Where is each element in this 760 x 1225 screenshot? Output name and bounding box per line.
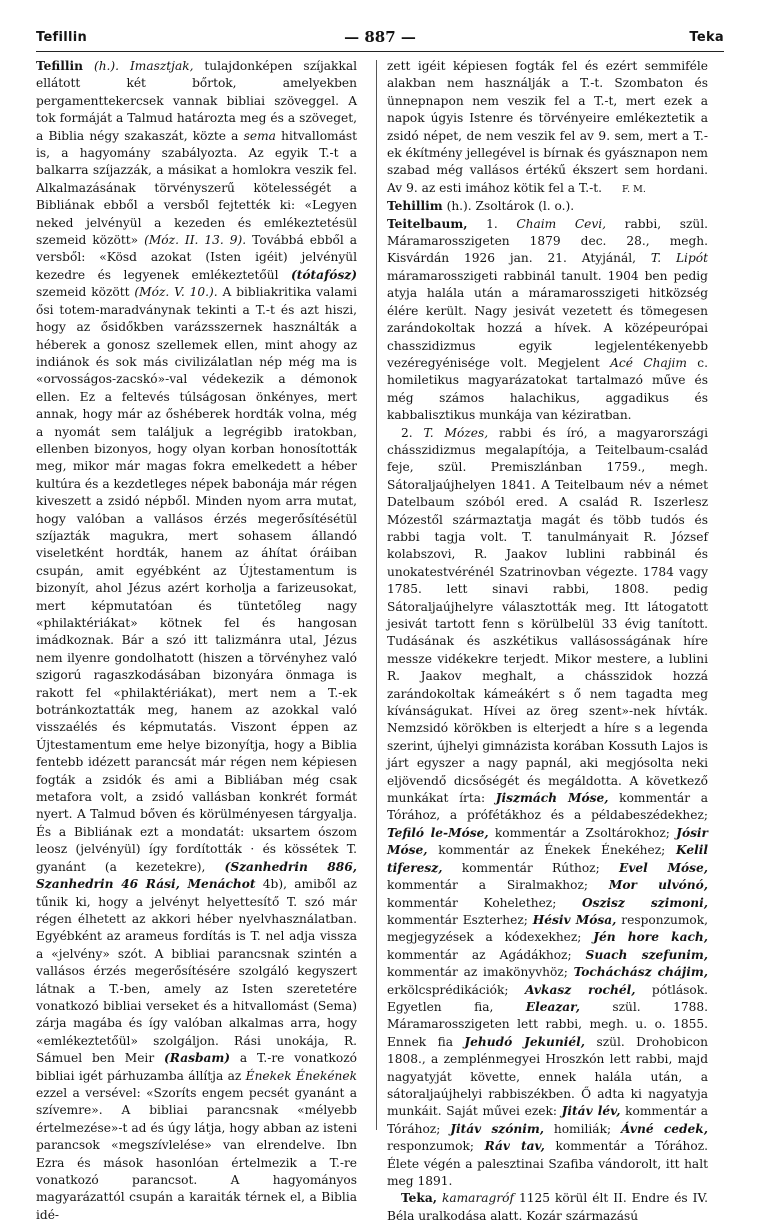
term-imasztjak: Imasztjak, xyxy=(129,59,194,73)
header-right-keyword: Teka xyxy=(689,30,724,45)
header-left-keyword: Tefillin xyxy=(36,30,88,45)
author-signature: F. M. xyxy=(621,183,646,195)
headword-tefillin: Tefillin xyxy=(36,59,84,73)
entry-teitelbaum: Teitelbaum, 1. Chaim Cevi, rabbi, szül. Máramarosszigeten 1879 dec. 28., megh. Kisvárdán 1926 jan. 21. Atyjánál, T. Lipót máramarosszigeti rabbinál tanult. 1904 ben pedig atyja halála után a máramarosszigeti hitközség élére került. Nagy jesivát vezetett és tömegesen zarándokoltak hozzá a hívek. A középeurópai chasszidizmus egyik legjelentékenyebb vezéregyénisége volt. Megjelent Acé Chajim c. homiletikus magyarázatokat tartalmazó műve és még számos halachikus, aggadikus és kabbalisztikus munkája van kéziratban. xyxy=(387,216,708,423)
headword-teka: Teka, xyxy=(401,1191,438,1206)
header-rule xyxy=(36,51,724,52)
entry-teka: Teka, kamaragróf 1125 körül élt II. Endre és IV. Béla uralkodása alatt. Kozár származású xyxy=(387,1191,708,1223)
entry-tehillim: Tehillim (h.). Zsoltárok (l. o.). xyxy=(387,199,575,214)
entry-tefillin-continued: zett igéit képiesen fogták fel és ezért semmiféle alakban nem használják a T.-t. Szombaton és ünnepnapon nem veszik fel a T.-t, mert ezek a napok úgyis Istenre és törvényeire emlékeztetik a zsidó népet, de nem veszik fel av 9. sem, mert a T.-ek ékítmény jellegével is bírnak és gyásznapon nem szabad még vallásos értékű ékszert sem hordani. Av 9. az esti imához kötik fel a T.-t. F. M. xyxy=(387,59,708,195)
headword-tehillim: Tehillim xyxy=(387,199,443,214)
entry-tefillin: Tefillin (h.). Imasztjak, tulajdonképen szíjakkal ellátott két bőrtok, amelyekben pergamenttekercsek vannak bibliai szöveggel. A tok formáját a Talmud határozta meg és a szöveget, a Biblia négy szakaszát, közte a sema hitvallomást is, a hagyomány szabályozta. Az egyik T.-t a balkarra szíjazzák, a másikat a homlokra veszik fel. Alkalmazásának törvényszerű kötelességét a Bibliának ebből a versből fejtették ki: «Legyen neked jelvényül a kezeden és emlékeztetésül szemeid között» (Móz. II. 13. 9). Továbbá ebből a versből: «Kösd azokat (Isten igéit) jelvényül kezedre és legyenek emlékeztetőül (tótafósz) szemeid között (Móz. V. 10.). A bibliakritika valami ősi totem-maradványnak tekinti a T.-t és azt hiszi, hogy az ősidőkben varázsszernek használták a héberek a gonosz szellemek ellen, mint ahogy az indiánok és sok más civilizálatlan nép még ma is «orvosságos-zacskó»-val védekezik a démonok ellen. Ez a feltevés túlságosan önkényes, mert annak, hogy már az őshéberek hordták volna, még a nyomát sem találjuk a legrégibb iratokban, ellenben bizonyos, hogy olyan korban honosították meg, mikor már magas fokra emelkedett a héber kultúra és a kezdetleges népek babonája már régen kiveszett a zsidó népből. Minden nyom arra mutat, hogy valóban a vallásos érzés megerősítésétül szíjazták magukra, mert sohasem állandó viseletként hordták, hanem az áhítat óráiban csupán, amit egyébként az Újtestamentum is bizonyít, ahol Jézus azért korholja a farizeusokat, mert képmutatóan és tüntetőleg nagy «philaktériákat» kötnek fel és hangosan imádkoznak. Bár a szó itt talizmánra utal, Jézus nem ilyenre gondolhatott (hiszen a törvényhez való szigorú ragaszkodásában bizonyára önmaga is rakott fel «philaktériákat), mert nem a T.-ek botránkoztatták meg, hanem az azokkal való visszaélés és képmutatás. Viszont éppen az Újtestamentum eme helye bizonyítja, hogy a Biblia fentebb idézett parancsát már régen nem képiesen fogták a zsidók és ami a Bibliában még csak metafora volt, a zsidó vallásban konkrét formát nyert. A Talmud bőven és körülményesen tárgyalja. És a Bibliának ezt a mondatát: uksartem ószom leosz (jelvényül) így fordították · és kössétek T. gyanánt (a kezetekre), (Szanhedrin 886, Szanhedrin 46 Rási, Menáchot 4b), amiből az tűnik ki, hogy a jelvényt helyettesítő T. szó már régen élhetett az akkori héber nyelvhasználatban. Egyébként az arameus fordítás is T. nel adja vissza a «jelvény» szót. A bibliai parancsnak szintén a vallásos érzés megerősítésére szolgáló kegyszert látnak a T.-ben, amely az Isten szeretetére vonatkozó bibliai verseket és a hitvallomást (Sema) zárja magába és így valóban alkalmas arra, hogy «emlékeztetőül» szolgáljon. Rási unokája, R. Sámuel ben Meir (Rasbam) a T.-re vonatkozó bibliai igét párhuzamba állítja az Énekek Énekének ezzel a versével: «Szoríts engem pecsét gyanánt a szívemre». A bibliai parancsnak «mélyebb értelmezése»-t ad és úgy látja, hogy abban az isteni parancsok «megszívlelése» van elrendelve. Ibn Ezra és mások hasonlóan értelmezik a T.-re vonatkozó parancsot. A hagyományos magyarázattól csupán a karaiták térnek el, a Biblia idé- xyxy=(36,59,358,1222)
column-divider xyxy=(376,60,377,1130)
headword-teitelbaum: Teitelbaum, xyxy=(387,216,468,231)
running-header xyxy=(36,28,724,50)
page-number: — 887 — xyxy=(344,28,416,46)
left-column xyxy=(36,58,358,1222)
entry-teitelbaum-2: 2. T. Mózes, rabbi és író, a magyarországi chásszidizmus megalapítója, a Teitelbaum-család feje, szül. Premiszlánban 1759., megh. Sátoraljaújhelyen 1841. A Teitelbaum név a német Datelbaum szóból ered. A család R. Iszerlesz Mózestől származtatja magát és több tudós és rabbi tagja volt. T. tanulmányait R. József kolabszovi, R. Jaakov lublini rabbinál és unokatestvérénél Szatrinovban végezte. 1784 vagy 1785. lett sinavi rabbi, 1808. pedig Sátoraljaújhelyre választották meg. Itt látogatott jesivát tartott fenn s körülbelül 33 évig tanított. Tudásának és aszkétikus vallásosságának híre messze vidékekre terjedt. Mikor mestere, a lublini R. Jaakov meghalt, a chásszidok hozzá zarándokoltak kámeákért s ő nem tagadta meg kívánságukat. Hívei az öreg szent»-nek hívták. Nemzsidó körökben is elterjedt a híre s a legenda szerint, újhelyi gimnázista korában Kossuth Lajos is járt egyszer a nagy papnál, aki megjósolta neki eljövendő dicsőségét és megáldotta. A következő munkákat írta: Jiszmách Móse, kommentár a Tórához, a prófétákhoz és a példabeszédekhez; Tefiló le-Móse, kommentár a Zsoltárokhoz; Jósir Móse, kommentár az Énekek Énekéhez; Kelil tiferesz, kommentár Rúthoz; Evel Móse, kommentár a Siralmakhoz; Mor ulvónó, kommentár Kohelethez; Oszisz szimoni, kommentár Eszterhez; Hésiv Mósa, responzumok, megjegyzések a kódexekhez; Jén hore kach, kommentár az Agádákhoz; Suach szefunim, kommentár az imakönyvhöz; Tocháchász chájim, erkölcsprédikációk; Avkasz rochél, pótlások. Egyetlen fia, Eleazar, szül. 1788. Máramarosszigeten lett rabbi, megh. u. o. 1855. Ennek fia Jehudó Jekuniél, szül. Drohobicon 1808., a zemplénmegyei Hroszkón lett rabbi, majd nagyatyját követte, ennek halála után, a sátoraljaújhelyi rabbiszékben. Ő adta ki nagyatyja munkáit. Saját művei ezek: Jitáv lév, kommentár a Tórához; Jitáv szónim, homiliák; Ávné cedek, responzumok; Ráv tav, kommentár a Tórához. Élete végén a palesztinai Szafiba vándorolt, itt halt meg 1891. xyxy=(387,425,709,1188)
right-column xyxy=(387,58,709,1223)
